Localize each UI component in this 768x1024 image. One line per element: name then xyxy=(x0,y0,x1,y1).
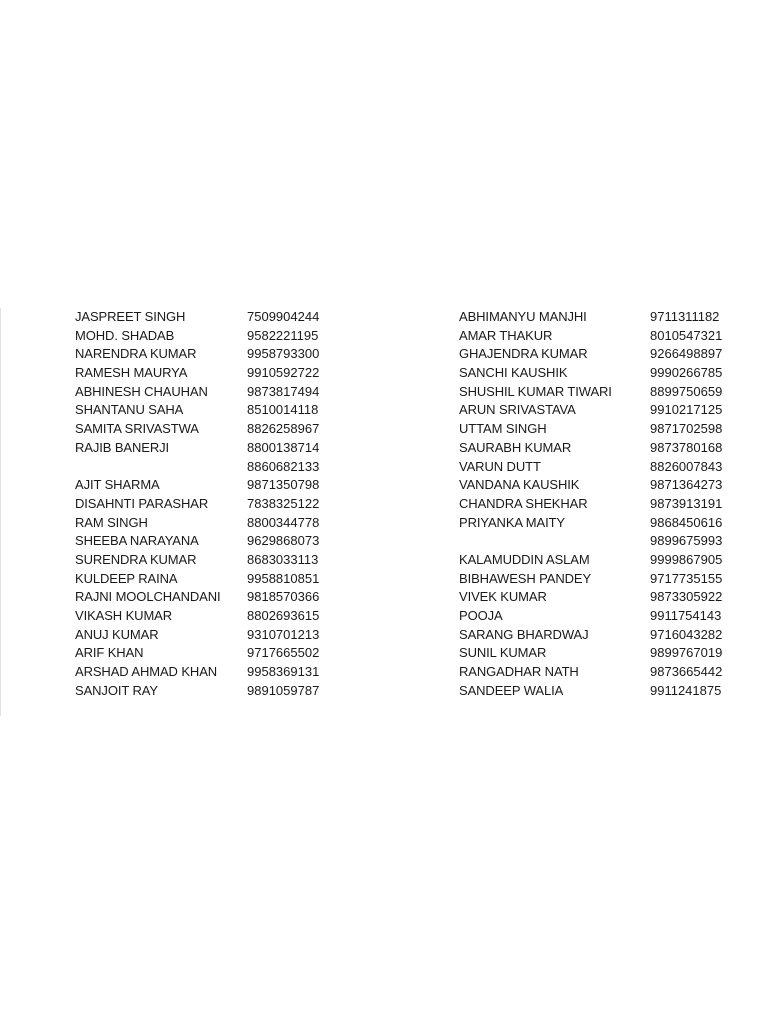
contact-phone: 9871364273 xyxy=(650,477,723,493)
contact-name: AMAR THAKUR xyxy=(459,327,553,343)
contact-phone: 9717735155 xyxy=(650,570,723,586)
contact-phone: 9871350798 xyxy=(247,477,320,493)
contact-phone: 9717665502 xyxy=(247,645,320,661)
contact-name: VARUN DUTT xyxy=(459,458,541,474)
contact-phone: 8800344778 xyxy=(247,514,320,530)
contact-name: RAM SINGH xyxy=(75,514,148,530)
contact-phone: 8683033113 xyxy=(247,551,319,567)
contact-phone: 9716043282 xyxy=(650,626,723,642)
contact-phone: 9999867905 xyxy=(650,551,723,567)
contact-phone: 9911241875 xyxy=(650,682,722,698)
contact-phone: 9958369131 xyxy=(247,664,320,680)
contact-name: ARUN SRIVASTAVA xyxy=(459,402,576,418)
contact-phone: 9958793300 xyxy=(247,346,320,362)
contact-name: SANDEEP WALIA xyxy=(459,682,564,698)
contact-phone: 8802693615 xyxy=(247,608,320,623)
contact-name: DISAHNTI PARASHAR xyxy=(75,495,209,511)
contact-name: RAMESH MAURYA xyxy=(75,365,188,381)
contact-phone: 8510014118 xyxy=(247,402,319,418)
contact-phone: 9910592722 xyxy=(247,365,320,381)
contact-phone: 7509904244 xyxy=(247,309,320,324)
contact-name: SURENDRA KUMAR xyxy=(75,551,197,567)
contact-phone: 8800138714 xyxy=(247,439,320,455)
contact-name: KALAMUDDIN ASLAM xyxy=(459,551,590,567)
contact-name: SANJOIT RAY xyxy=(75,682,158,698)
contact-name: RAJNI MOOLCHANDANI xyxy=(75,589,221,605)
contact-phone: 9582221195 xyxy=(247,327,319,343)
contact-name: NARENDRA KUMAR xyxy=(75,346,197,362)
contact-phone: 9899675993 xyxy=(650,533,723,549)
page-edge-divider xyxy=(0,308,1,716)
contact-name: SHEEBA NARAYANA xyxy=(75,533,199,549)
contact-phone: 9711311182 xyxy=(650,309,720,324)
contact-name: PRIYANKA MAITY xyxy=(459,514,565,530)
contact-phone: 9873780168 xyxy=(650,439,723,455)
contact-phone: 9990266785 xyxy=(650,365,723,381)
contact-phone: 9891059787 xyxy=(247,682,320,698)
contact-phone: 9873913191 xyxy=(650,495,723,511)
contact-phone: 7838325122 xyxy=(247,495,320,511)
contact-name: ABHIMANYU MANJHI xyxy=(459,309,587,324)
contact-phone: 9873305922 xyxy=(650,589,723,605)
contact-phone: 9911754143 xyxy=(650,608,722,623)
contact-name: AJIT SHARMA xyxy=(75,477,160,493)
contact-name: SAURABH KUMAR xyxy=(459,439,572,455)
contact-phone: 9873665442 xyxy=(650,664,723,680)
contact-phone: 8860682133 xyxy=(247,458,320,474)
contact-name: MOHD. SHADAB xyxy=(75,327,175,343)
contact-name: SHUSHIL KUMAR TIWARI xyxy=(459,383,612,399)
contact-name: SAMITA SRIVASTWA xyxy=(75,421,199,437)
contact-phone: 8899750659 xyxy=(650,383,723,399)
contact-name: RAJIB BANERJI xyxy=(75,439,170,455)
contact-phone: 8826007843 xyxy=(650,458,723,474)
contact-name: KULDEEP RAINA xyxy=(75,570,178,586)
contact-phone: 9868450616 xyxy=(650,514,723,530)
contact-name: GHAJENDRA KUMAR xyxy=(459,346,588,362)
contact-phone: 9873817494 xyxy=(247,383,320,399)
contact-name: ARIF KHAN xyxy=(75,645,144,661)
contact-phone: 9958810851 xyxy=(247,570,320,586)
contact-name: VANDANA KAUSHIK xyxy=(459,477,580,493)
contact-phone: 9310701213 xyxy=(247,626,320,642)
contact-name: SARANG BHARDWAJ xyxy=(459,626,589,642)
contact-name: ABHINESH CHAUHAN xyxy=(75,383,208,399)
contact-name: SANCHI KAUSHIK xyxy=(459,365,568,381)
contact-phone: 9871702598 xyxy=(650,421,723,437)
contact-phone: 9266498897 xyxy=(650,346,723,362)
contact-phone: 9818570366 xyxy=(247,589,320,605)
contact-name: RANGADHAR NATH xyxy=(459,664,579,680)
contact-name: VIKASH KUMAR xyxy=(75,608,173,623)
contact-name: SHANTANU SAHA xyxy=(75,402,184,418)
contact-name: ARSHAD AHMAD KHAN xyxy=(75,664,218,680)
contact-name: POOJA xyxy=(459,608,503,623)
contact-name: ANUJ KUMAR xyxy=(75,626,159,642)
contact-name: VIVEK KUMAR xyxy=(459,589,547,605)
contact-phone: 8826258967 xyxy=(247,421,320,437)
contact-phone: 9899767019 xyxy=(650,645,723,661)
contact-name: JASPREET SINGH xyxy=(75,309,186,324)
contact-name: BIBHAWESH PANDEY xyxy=(459,570,592,586)
contact-phone: 9910217125 xyxy=(650,402,723,418)
contact-name: UTTAM SINGH xyxy=(459,421,547,437)
contact-phone: 9629868073 xyxy=(247,533,320,549)
contact-name: SUNIL KUMAR xyxy=(459,645,547,661)
contact-phone: 8010547321 xyxy=(650,327,723,343)
contact-name: CHANDRA SHEKHAR xyxy=(459,495,588,511)
